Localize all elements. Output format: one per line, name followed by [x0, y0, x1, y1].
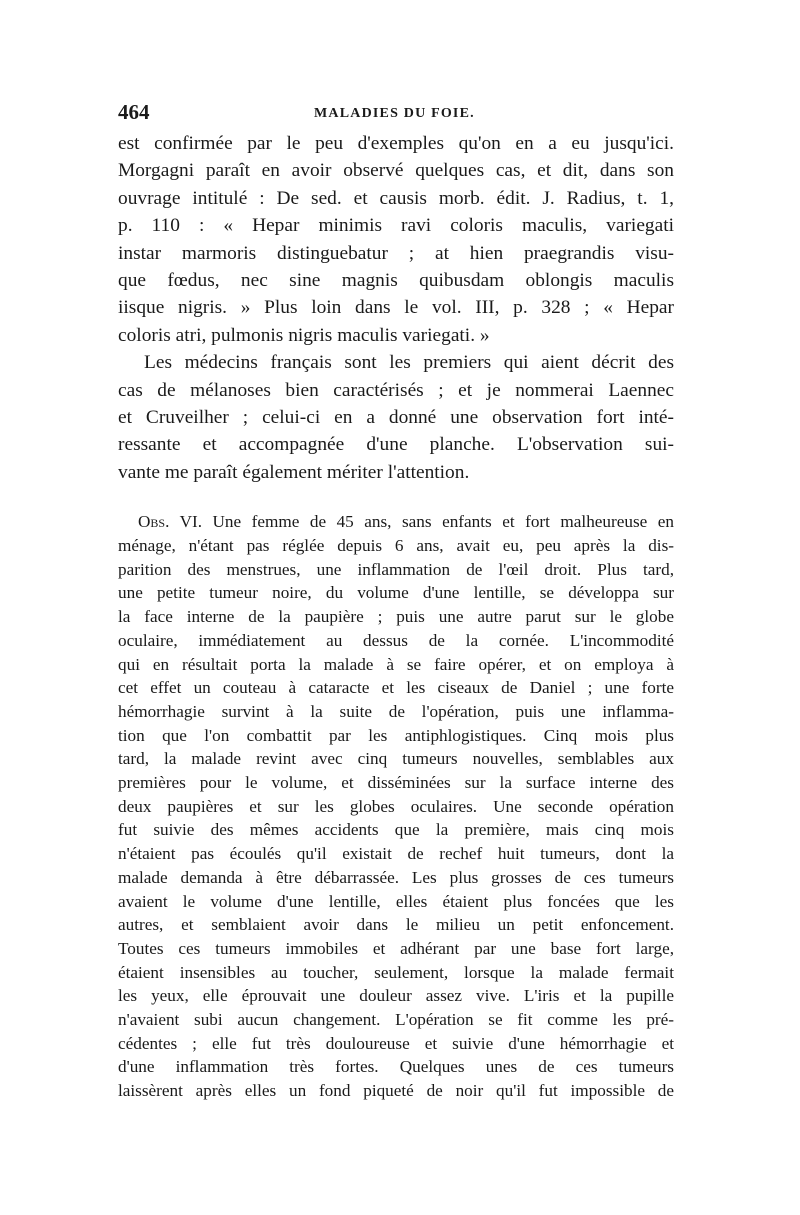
text-line: ménage, n'étant pas réglée depuis 6 ans, avait eu, peu après la dis- [118, 535, 674, 555]
text-line: premières pour le volume, et disséminées sur la surface interne des [118, 773, 674, 793]
text-line: instar marmoris distinguebatur ; at hien praegrandis visu- [118, 242, 674, 264]
text-line: laissèrent après elles un fond piqueté de noir qu'il fut impossible de [118, 1081, 674, 1101]
text-line: cet effet un couteau à cataracte et les ciseaux de Daniel ; une forte [118, 678, 674, 698]
text-line: n'étaient pas écoulés qu'il existait de rechef huit tumeurs, dont la [118, 844, 674, 864]
text-line: oculaire, immédiatement au dessus de la cornée. L'incommodité [118, 630, 674, 650]
text-line: la face interne de la paupière ; puis une autre parut sur le globe [118, 607, 674, 627]
observation-block [118, 510, 674, 1103]
text-line: Toutes ces tumeurs immobiles et adhérant par une base fort large, [118, 938, 674, 958]
text-line: tion que l'on combattit par les antiphlogistiques. Cinq mois plus [118, 725, 674, 745]
book-page [118, 100, 674, 1103]
observation-first-line: Une femme de 45 ans, sans enfants et fort malheureuse en [212, 512, 674, 532]
text-line: Les médecins français sont les premiers qui aient décrit des [144, 352, 674, 374]
text-line: qui en résultait porta la malade à se faire opérer, et on employa à [118, 654, 674, 674]
text-line: iisque nigris. » Plus loin dans le vol. III, p. 328 ; « Hepar [118, 297, 674, 319]
text-line: malade demanda à être débarrassée. Les plus grosses de ces tumeurs [118, 867, 674, 887]
text-line: cédentes ; elle fut très douloureuse et suivie d'une hémorrhagie et [118, 1033, 674, 1053]
text-line: que fœdus, nec sine magnis quibusdam oblongis maculis [118, 270, 674, 292]
text-line: cas de mélanoses bien caractérisés ; et je nommerai Laennec [118, 379, 674, 401]
text-line: avaient le volume d'une lentille, elles étaient plus foncées que les [118, 891, 674, 911]
text-line: Morgagni paraît en avoir observé quelques cas, et dit, dans son [118, 160, 674, 182]
text-line: étaient insensibles au toucher, seulement, lorsque la malade fermait [118, 962, 674, 982]
text-line [118, 510, 674, 534]
main-text [118, 130, 674, 486]
text-line: coloris atri, pulmonis nigris maculis variegati. » [118, 324, 490, 346]
text-line: n'avaient subi aucun changement. L'opération se fit comme les pré- [118, 1010, 674, 1030]
observation-label: Obs. VI. [138, 512, 203, 532]
text-line: d'une inflammation très fortes. Quelques unes de ces tumeurs [118, 1057, 674, 1077]
text-line: autres, et semblaient avoir dans le milieu un petit enfoncement. [118, 915, 674, 935]
text-line: et Cruveilher ; celui-ci en a donné une observation fort inté- [118, 407, 674, 429]
page-number: 464 [118, 100, 150, 124]
text-line: les yeux, elle éprouvait une douleur assez vive. L'iris et la pupille [118, 986, 674, 1006]
text-line: tard, la malade revint avec cinq tumeurs nouvelles, semblables aux [118, 749, 674, 769]
text-line: p. 110 : « Hepar minimis ravi coloris maculis, variegati [118, 215, 674, 237]
text-line: ouvrage intitulé : De sed. et causis morb. édit. J. Radius, t. 1, [118, 187, 674, 209]
text-line: est confirmée par le peu d'exemples qu'on en a eu jusqu'ici. [118, 133, 674, 154]
text-line: deux paupières et sur les globes oculaires. Une seconde opération [118, 796, 674, 816]
text-line: fut suivie des mêmes accidents que la première, mais cinq mois [118, 820, 674, 840]
paragraph-medecins [118, 349, 674, 486]
text-line: ressante et accompagnée d'une planche. L'observation sui- [118, 434, 674, 456]
running-head: MALADIES DU FOIE. [314, 106, 475, 121]
paragraph-continuation [118, 130, 674, 349]
text-line: hémorrhagie survint à la suite de l'opération, puis une inflamma- [118, 701, 674, 721]
page-header [118, 100, 674, 130]
text-line: une petite tumeur noire, du volume d'une lentille, se développa sur [118, 583, 674, 603]
text-line: vante me paraît également mériter l'attention. [118, 461, 470, 483]
text-line: parition des menstrues, une inflammation de l'œil droit. Plus tard, [118, 559, 674, 579]
